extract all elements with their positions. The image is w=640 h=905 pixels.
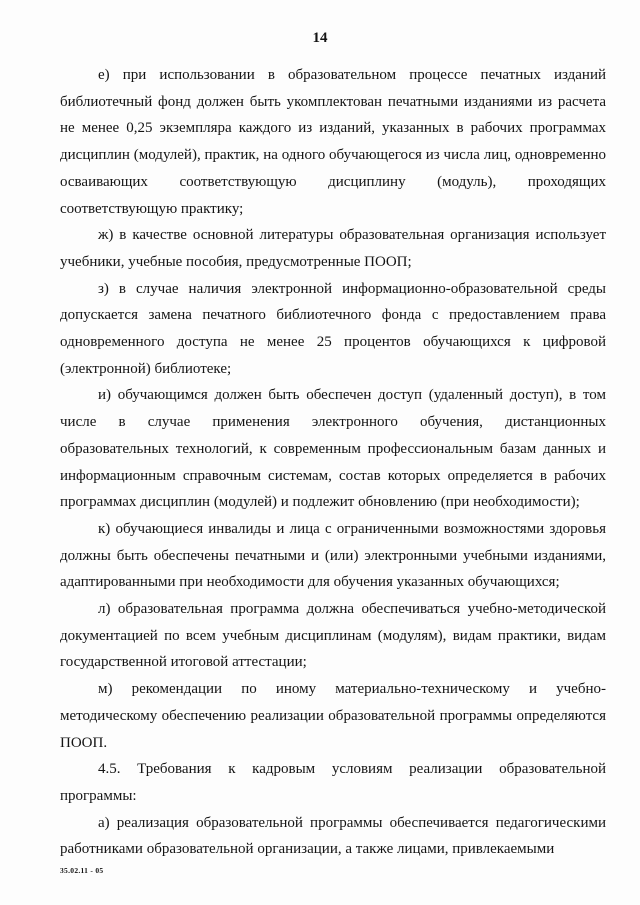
paragraph-i: и) обучающимся должен быть обеспечен доступ (удаленный доступ), в том числе в случае применения электронного обучения, дистанционных образовательных технологий, к современным профессиональным базам данных и информационным справочным системам, состав которых определяется в рабочих программах дисциплин (модулей) и подлежит обновлению (при необходимости);: [60, 387, 606, 511]
paragraph-l: л) образовательная программа должна обеспечиваться учебно-методической документацией по всем учебным дисциплинам (модулям), видам практики, видам государственной итоговой аттестации;: [60, 601, 606, 671]
paragraph-k: к) обучающиеся инвалиды и лица с ограниченными возможностями здоровья должны быть обеспечены печатными и (или) электронными учебными изданиями, адаптированными при необходимости для обучения указанных обучающихся;: [60, 520, 606, 591]
paragraph-z: з) в случае наличия электронной информационно-образовательной среды допускается замена печатного библиотечного фонда с предоставлением права одновременного доступа не менее 25 процентов обучающихся к цифровой (электронной) библиотеке;: [60, 280, 606, 377]
paragraph-m: м) рекомендации по иному материально-техническому и учебно-методическому обеспечению реализации образовательной программы определяются ПООП.: [60, 681, 606, 751]
paragraph-zh: ж) в качестве основной литературы образовательная организация использует учебники, учебные пособия, предусмотренные ПООП;: [60, 227, 606, 270]
footer-code: 35.02.11 - 05: [60, 866, 104, 875]
paragraph-e: е) при использовании в образовательном процессе печатных изданий библиотечный фонд должен быть укомплектован печатными изданиями из расчета не менее 0,25 экземпляра каждого из изданий, указанных в рабочих программах дисциплин (модулей), практик, на одного обучающегося из числа лиц, одновременно осваивающих соответствующую дисциплину (модуль), проходящих соответствующую практику;: [60, 67, 606, 217]
section-heading: 4.5. Требования к кадровым условиям реализации образовательной программы:: [60, 761, 606, 804]
paragraph-a: а) реализация образовательной программы обеспечивается педагогическими работниками образовательной организации, а также лицами, привлекаемыми: [60, 814, 606, 858]
page-number: 14: [312, 30, 328, 46]
body-text: [60, 62, 606, 863]
